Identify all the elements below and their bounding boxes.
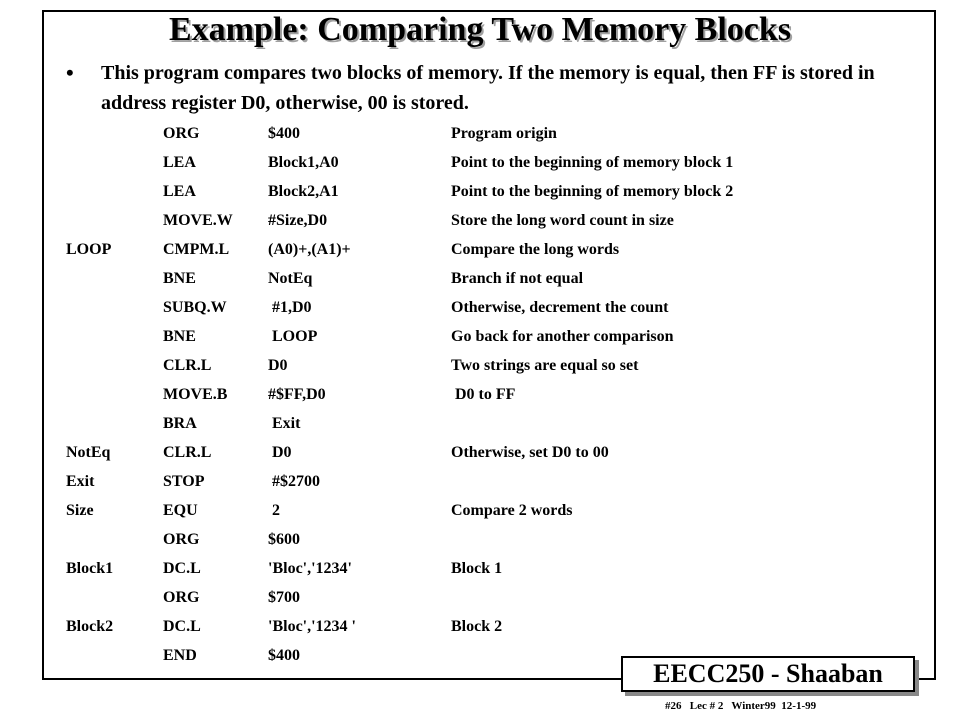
code-opcode: MOVE.B [163,386,228,403]
code-operand: $400 [268,125,300,142]
code-operand: #1,D0 [268,299,312,316]
code-opcode: ORG [163,125,200,142]
code-operand: Exit [268,415,301,432]
code-opcode: END [163,647,197,664]
code-operand: #Size,D0 [268,212,328,229]
bullet-marker: • [66,60,74,85]
code-operand: $700 [268,589,300,606]
code-line [0,470,960,494]
slide-footer: #26 Lec # 2 Winter99 12-1-99 [665,700,817,712]
code-line [0,267,960,291]
code-label: LOOP [66,241,112,258]
code-operand: Block2,A1 [268,183,339,200]
code-operand: $400 [268,647,300,664]
code-operand: 'Bloc','1234' [268,560,352,577]
code-operand: Block1,A0 [268,154,339,171]
code-operand: LOOP [268,328,318,345]
code-line [0,325,960,349]
code-line [0,122,960,146]
code-line [0,412,960,436]
code-opcode: CLR.L [163,444,212,461]
code-line [0,528,960,552]
code-operand: $600 [268,531,300,548]
code-operand: #$2700 [268,473,320,490]
code-line [0,557,960,581]
code-comment: Program origin [451,125,557,142]
code-comment: Go back for another comparison [451,328,674,345]
code-operand: D0 [268,357,288,374]
code-line [0,296,960,320]
course-badge: EECC250 - Shaaban [621,656,915,692]
code-opcode: BNE [163,328,196,345]
code-opcode: DC.L [163,618,201,635]
code-comment: Block 1 [451,560,503,577]
code-comment: Block 2 [451,618,503,635]
code-opcode: MOVE.W [163,212,233,229]
code-comment: Otherwise, decrement the count [451,299,669,316]
code-opcode: SUBQ.W [163,299,227,316]
code-opcode: ORG [163,589,200,606]
code-line [0,615,960,639]
code-opcode: LEA [163,183,196,200]
code-comment: Compare 2 words [451,502,573,519]
code-line [0,586,960,610]
code-opcode: BRA [163,415,197,432]
code-line [0,238,960,262]
code-label: Size [66,502,94,519]
code-opcode: BNE [163,270,196,287]
code-comment: Point to the beginning of memory block 2 [451,183,734,200]
code-operand: 2 [268,502,280,519]
code-label: Exit [66,473,95,490]
code-comment: Two strings are equal so set [451,357,639,374]
code-comment: Point to the beginning of memory block 1 [451,154,734,171]
code-comment: Store the long word count in size [451,212,674,229]
code-line [0,209,960,233]
code-line [0,499,960,523]
code-comment: D0 to FF [451,386,516,403]
code-line [0,354,960,378]
code-line [0,180,960,204]
code-opcode: DC.L [163,560,201,577]
code-opcode: EQU [163,502,198,519]
code-line [0,383,960,407]
code-comment: Compare the long words [451,241,620,258]
code-opcode: CLR.L [163,357,212,374]
code-operand: 'Bloc','1234 ' [268,618,356,635]
code-label: Block2 [66,618,114,635]
code-label: NotEq [66,444,111,461]
code-operand: NotEq [268,270,313,287]
code-line [0,441,960,465]
code-operand: (A0)+,(A1)+ [268,241,351,258]
code-line [0,151,960,175]
code-comment: Branch if not equal [451,270,584,287]
bullet-text: This program compares two blocks of memory. If the memory is equal, then FF is stored in address register D0, otherwise, 00 is stored. [101,62,875,114]
code-opcode: CMPM.L [163,241,230,258]
slide-title: Example: Comparing Two Memory Blocks [168,11,792,48]
code-operand: #$FF,D0 [268,386,326,403]
code-opcode: STOP [163,473,205,490]
code-comment: Otherwise, set D0 to 00 [451,444,609,461]
code-opcode: LEA [163,154,196,171]
code-label: Block1 [66,560,114,577]
code-opcode: ORG [163,531,200,548]
code-operand: D0 [268,444,292,461]
